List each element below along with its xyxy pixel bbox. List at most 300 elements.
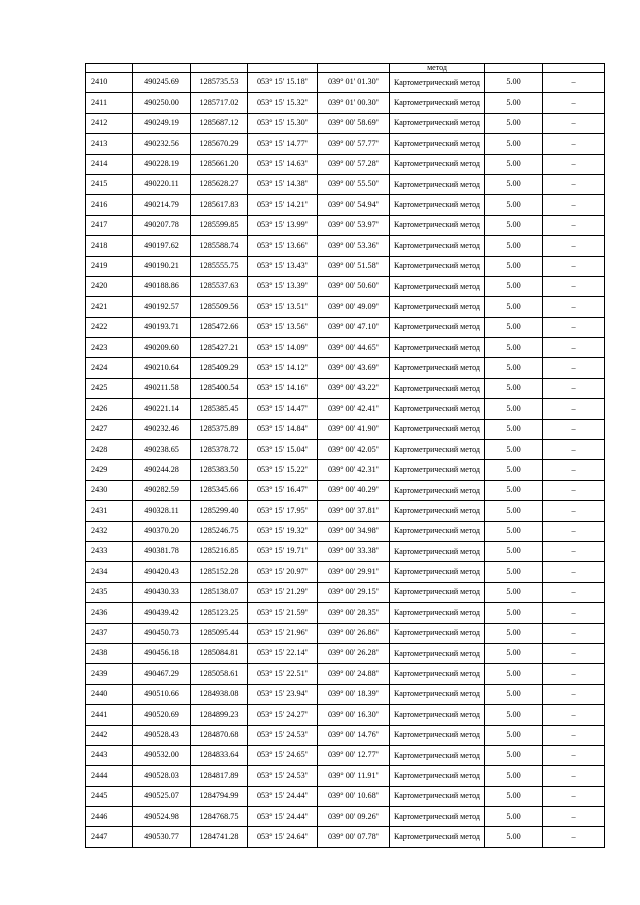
cell-precision: 5.00 xyxy=(485,378,543,398)
cell-x: 490439.42 xyxy=(133,603,191,623)
cell-method: Картометрический метод xyxy=(390,297,485,317)
cell-y: 1285345.66 xyxy=(191,480,248,500)
table-row xyxy=(86,725,605,745)
cell-dash: – xyxy=(543,562,605,582)
cell-y: 1285537.63 xyxy=(191,276,248,296)
table-row xyxy=(86,174,605,194)
cell-x: 490520.69 xyxy=(133,705,191,725)
cell-point-number: 2427 xyxy=(86,419,133,439)
cell-x: 490381.78 xyxy=(133,541,191,561)
table-row xyxy=(86,256,605,276)
cell-x: 490510.66 xyxy=(133,684,191,704)
cell-latitude: 053° 15' 15.32" xyxy=(248,93,318,113)
table-row xyxy=(86,480,605,500)
cell-y: 1285378.72 xyxy=(191,440,248,460)
cell-point-number: 2425 xyxy=(86,378,133,398)
cell-method: Картометрический метод xyxy=(390,134,485,154)
cell-dash: – xyxy=(543,154,605,174)
cell-point-number: 2420 xyxy=(86,276,133,296)
cell-method: Картометрический метод xyxy=(390,603,485,623)
cell-precision: 5.00 xyxy=(485,623,543,643)
cell-x: 490467.29 xyxy=(133,664,191,684)
cell-latitude: 053° 15' 14.12" xyxy=(248,358,318,378)
cell-method: Картометрический метод xyxy=(390,73,485,93)
cell-precision: 5.00 xyxy=(485,215,543,235)
cell-x: 490238.65 xyxy=(133,440,191,460)
table-row xyxy=(86,705,605,725)
cell-x: 490282.59 xyxy=(133,480,191,500)
cell-method: Картометрический метод xyxy=(390,480,485,500)
cell-y: 1285599.85 xyxy=(191,215,248,235)
table-row xyxy=(86,378,605,398)
cell-dash: – xyxy=(543,236,605,256)
cell-longitude: 039° 00' 54.94" xyxy=(318,195,390,215)
cell-dash: – xyxy=(543,358,605,378)
cell-latitude: 053° 15' 14.84" xyxy=(248,419,318,439)
cell-y: 1285555.75 xyxy=(191,256,248,276)
cell-empty xyxy=(191,64,248,73)
cell-y: 1285472.66 xyxy=(191,317,248,337)
cell-point-number: 2415 xyxy=(86,174,133,194)
cell-point-number: 2424 xyxy=(86,358,133,378)
table-row xyxy=(86,195,605,215)
table-row xyxy=(86,643,605,663)
cell-y: 1284768.75 xyxy=(191,807,248,827)
cell-longitude: 039° 00' 09.26" xyxy=(318,807,390,827)
cell-latitude: 053° 15' 19.32" xyxy=(248,521,318,541)
cell-precision: 5.00 xyxy=(485,521,543,541)
cell-dash: – xyxy=(543,807,605,827)
cell-latitude: 053° 15' 14.38" xyxy=(248,174,318,194)
cell-dash: – xyxy=(543,725,605,745)
cell-dash: – xyxy=(543,664,605,684)
cell-y: 1284833.64 xyxy=(191,745,248,765)
cell-x: 490249.19 xyxy=(133,113,191,133)
cell-y: 1285588.74 xyxy=(191,236,248,256)
cell-precision: 5.00 xyxy=(485,705,543,725)
cell-longitude: 039° 00' 42.05" xyxy=(318,440,390,460)
table-row xyxy=(86,807,605,827)
cell-longitude: 039° 00' 44.65" xyxy=(318,338,390,358)
cell-dash: – xyxy=(543,521,605,541)
cell-latitude: 053° 15' 14.77" xyxy=(248,134,318,154)
cell-x: 490210.64 xyxy=(133,358,191,378)
cell-precision: 5.00 xyxy=(485,684,543,704)
cell-y: 1285058.61 xyxy=(191,664,248,684)
cell-longitude: 039° 00' 58.69" xyxy=(318,113,390,133)
cell-method: Картометрический метод xyxy=(390,440,485,460)
cell-dash: – xyxy=(543,460,605,480)
cell-dash: – xyxy=(543,93,605,113)
table-row-continuation xyxy=(86,64,605,73)
table-row xyxy=(86,440,605,460)
table-row xyxy=(86,317,605,337)
cell-method: Картометрический метод xyxy=(390,766,485,786)
cell-x: 490244.28 xyxy=(133,460,191,480)
cell-precision: 5.00 xyxy=(485,745,543,765)
cell-latitude: 053° 15' 14.16" xyxy=(248,378,318,398)
cell-longitude: 039° 00' 47.10" xyxy=(318,317,390,337)
cell-method: Картометрический метод xyxy=(390,684,485,704)
table-row xyxy=(86,297,605,317)
cell-dash: – xyxy=(543,338,605,358)
cell-y: 1285687.12 xyxy=(191,113,248,133)
table-row xyxy=(86,113,605,133)
cell-x: 490221.14 xyxy=(133,399,191,419)
table-row xyxy=(86,766,605,786)
cell-method: Картометрический метод xyxy=(390,705,485,725)
cell-method: Картометрический метод xyxy=(390,399,485,419)
cell-longitude: 039° 00' 57.28" xyxy=(318,154,390,174)
cell-dash: – xyxy=(543,174,605,194)
cell-longitude: 039° 00' 26.28" xyxy=(318,643,390,663)
cell-longitude: 039° 01' 00.30" xyxy=(318,93,390,113)
cell-method: Картометрический метод xyxy=(390,582,485,602)
cell-point-number: 2412 xyxy=(86,113,133,133)
cell-x: 490528.43 xyxy=(133,725,191,745)
cell-point-number: 2428 xyxy=(86,440,133,460)
cell-latitude: 053° 15' 24.64" xyxy=(248,827,318,847)
cell-longitude: 039° 00' 29.91" xyxy=(318,562,390,582)
cell-longitude: 039° 00' 55.50" xyxy=(318,174,390,194)
cell-precision: 5.00 xyxy=(485,317,543,337)
cell-dash: – xyxy=(543,480,605,500)
cell-method: Картометрический метод xyxy=(390,623,485,643)
cell-latitude: 053° 15' 15.30" xyxy=(248,113,318,133)
cell-precision: 5.00 xyxy=(485,358,543,378)
cell-longitude: 039° 00' 29.15" xyxy=(318,582,390,602)
cell-point-number: 2439 xyxy=(86,664,133,684)
cell-x: 490245.69 xyxy=(133,73,191,93)
cell-dash: – xyxy=(543,766,605,786)
cell-method: Картометрический метод xyxy=(390,358,485,378)
cell-method: Картометрический метод xyxy=(390,460,485,480)
table-row xyxy=(86,236,605,256)
cell-x: 490228.19 xyxy=(133,154,191,174)
cell-longitude: 039° 00' 16.30" xyxy=(318,705,390,725)
cell-precision: 5.00 xyxy=(485,174,543,194)
cell-method: Картометрический метод xyxy=(390,807,485,827)
cell-point-number: 2445 xyxy=(86,786,133,806)
cell-dash: – xyxy=(543,643,605,663)
cell-longitude: 039° 00' 18.39" xyxy=(318,684,390,704)
cell-dash: – xyxy=(543,113,605,133)
cell-point-number: 2421 xyxy=(86,297,133,317)
cell-latitude: 053° 15' 22.14" xyxy=(248,643,318,663)
cell-method: Картометрический метод xyxy=(390,541,485,561)
cell-precision: 5.00 xyxy=(485,73,543,93)
cell-point-number: 2414 xyxy=(86,154,133,174)
cell-x: 490524.98 xyxy=(133,807,191,827)
cell-precision: 5.00 xyxy=(485,419,543,439)
cell-point-number: 2434 xyxy=(86,562,133,582)
cell-latitude: 053° 15' 23.94" xyxy=(248,684,318,704)
table-row xyxy=(86,664,605,684)
cell-x: 490528.03 xyxy=(133,766,191,786)
table-row xyxy=(86,276,605,296)
cell-method: Картометрический метод xyxy=(390,317,485,337)
cell-latitude: 053° 15' 14.63" xyxy=(248,154,318,174)
cell-y: 1285509.56 xyxy=(191,297,248,317)
cell-x: 490456.18 xyxy=(133,643,191,663)
cell-x: 490207.78 xyxy=(133,215,191,235)
cell-method: Картометрический метод xyxy=(390,113,485,133)
cell-precision: 5.00 xyxy=(485,807,543,827)
table-row xyxy=(86,154,605,174)
cell-x: 490232.56 xyxy=(133,134,191,154)
cell-latitude: 053° 15' 24.27" xyxy=(248,705,318,725)
cell-x: 490370.20 xyxy=(133,521,191,541)
table-row xyxy=(86,73,605,93)
cell-point-number: 2438 xyxy=(86,643,133,663)
cell-method: Картометрический метод xyxy=(390,786,485,806)
cell-empty xyxy=(543,64,605,73)
cell-latitude: 053° 15' 17.95" xyxy=(248,501,318,521)
cell-precision: 5.00 xyxy=(485,399,543,419)
cell-x: 490532.00 xyxy=(133,745,191,765)
cell-point-number: 2435 xyxy=(86,582,133,602)
cell-y: 1284817.89 xyxy=(191,766,248,786)
cell-latitude: 053° 15' 14.47" xyxy=(248,399,318,419)
cell-latitude: 053° 15' 21.96" xyxy=(248,623,318,643)
cell-x: 490430.33 xyxy=(133,582,191,602)
cell-point-number: 2437 xyxy=(86,623,133,643)
cell-x: 490193.71 xyxy=(133,317,191,337)
cell-y: 1285617.83 xyxy=(191,195,248,215)
cell-precision: 5.00 xyxy=(485,460,543,480)
cell-y: 1285123.25 xyxy=(191,603,248,623)
cell-method: Картометрический метод xyxy=(390,419,485,439)
cell-x: 490530.77 xyxy=(133,827,191,847)
cell-precision: 5.00 xyxy=(485,93,543,113)
cell-y: 1285717.02 xyxy=(191,93,248,113)
cell-precision: 5.00 xyxy=(485,541,543,561)
cell-method: Картометрический метод xyxy=(390,827,485,847)
cell-latitude: 053° 15' 15.18" xyxy=(248,73,318,93)
cell-longitude: 039° 00' 37.81" xyxy=(318,501,390,521)
cell-dash: – xyxy=(543,134,605,154)
cell-longitude: 039° 00' 07.78" xyxy=(318,827,390,847)
cell-point-number: 2433 xyxy=(86,541,133,561)
table-row xyxy=(86,827,605,847)
table-row xyxy=(86,745,605,765)
cell-latitude: 053° 15' 21.59" xyxy=(248,603,318,623)
cell-method: Картометрический метод xyxy=(390,93,485,113)
cell-precision: 5.00 xyxy=(485,236,543,256)
table-row xyxy=(86,582,605,602)
cell-latitude: 053° 15' 13.39" xyxy=(248,276,318,296)
cell-method: Картометрический метод xyxy=(390,664,485,684)
cell-latitude: 053° 15' 22.51" xyxy=(248,664,318,684)
cell-longitude: 039° 00' 42.31" xyxy=(318,460,390,480)
cell-latitude: 053° 15' 15.22" xyxy=(248,460,318,480)
cell-latitude: 053° 15' 24.65" xyxy=(248,745,318,765)
cell-latitude: 053° 15' 24.53" xyxy=(248,725,318,745)
cell-method: Картометрический метод xyxy=(390,745,485,765)
table-row xyxy=(86,134,605,154)
cell-longitude: 039° 01' 01.30" xyxy=(318,73,390,93)
cell-longitude: 039° 00' 33.38" xyxy=(318,541,390,561)
cell-dash: – xyxy=(543,541,605,561)
table-row xyxy=(86,419,605,439)
cell-dash: – xyxy=(543,786,605,806)
cell-longitude: 039° 00' 42.41" xyxy=(318,399,390,419)
cell-point-number: 2447 xyxy=(86,827,133,847)
cell-method: Картометрический метод xyxy=(390,643,485,663)
cell-precision: 5.00 xyxy=(485,338,543,358)
cell-point-number: 2446 xyxy=(86,807,133,827)
cell-precision: 5.00 xyxy=(485,501,543,521)
cell-precision: 5.00 xyxy=(485,582,543,602)
table-row xyxy=(86,623,605,643)
cell-method: Картометрический метод xyxy=(390,562,485,582)
cell-y: 1284899.23 xyxy=(191,705,248,725)
cell-method: Картометрический метод xyxy=(390,338,485,358)
cell-point-number: 2417 xyxy=(86,215,133,235)
cell-method: Картометрический метод xyxy=(390,378,485,398)
cell-latitude: 053° 15' 13.56" xyxy=(248,317,318,337)
cell-y: 1285299.40 xyxy=(191,501,248,521)
cell-point-number: 2411 xyxy=(86,93,133,113)
cell-point-number: 2410 xyxy=(86,73,133,93)
cell-point-number: 2419 xyxy=(86,256,133,276)
cell-latitude: 053° 15' 21.29" xyxy=(248,582,318,602)
cell-dash: – xyxy=(543,684,605,704)
cell-latitude: 053° 15' 14.21" xyxy=(248,195,318,215)
cell-y: 1285375.89 xyxy=(191,419,248,439)
cell-x: 490450.73 xyxy=(133,623,191,643)
cell-dash: – xyxy=(543,603,605,623)
coordinates-table xyxy=(85,63,605,848)
cell-y: 1285409.29 xyxy=(191,358,248,378)
cell-precision: 5.00 xyxy=(485,297,543,317)
cell-method: Картометрический метод xyxy=(390,174,485,194)
cell-y: 1285385.45 xyxy=(191,399,248,419)
cell-point-number: 2426 xyxy=(86,399,133,419)
cell-dash: – xyxy=(543,440,605,460)
cell-precision: 5.00 xyxy=(485,154,543,174)
cell-point-number: 2440 xyxy=(86,684,133,704)
cell-y: 1285084.81 xyxy=(191,643,248,663)
cell-precision: 5.00 xyxy=(485,134,543,154)
table-body xyxy=(86,64,605,848)
cell-dash: – xyxy=(543,256,605,276)
cell-precision: 5.00 xyxy=(485,562,543,582)
cell-dash: – xyxy=(543,399,605,419)
cell-point-number: 2422 xyxy=(86,317,133,337)
cell-latitude: 053° 15' 13.43" xyxy=(248,256,318,276)
cell-latitude: 053° 15' 24.44" xyxy=(248,807,318,827)
table-row xyxy=(86,215,605,235)
cell-longitude: 039° 00' 57.77" xyxy=(318,134,390,154)
cell-y: 1284794.99 xyxy=(191,786,248,806)
cell-dash: – xyxy=(543,73,605,93)
cell-longitude: 039° 00' 49.09" xyxy=(318,297,390,317)
table-row xyxy=(86,93,605,113)
cell-x: 490192.57 xyxy=(133,297,191,317)
cell-dash: – xyxy=(543,317,605,337)
cell-longitude: 039° 00' 41.90" xyxy=(318,419,390,439)
cell-dash: – xyxy=(543,276,605,296)
cell-precision: 5.00 xyxy=(485,480,543,500)
cell-point-number: 2413 xyxy=(86,134,133,154)
cell-latitude: 053° 15' 13.99" xyxy=(248,215,318,235)
cell-longitude: 039° 00' 50.60" xyxy=(318,276,390,296)
table-row xyxy=(86,338,605,358)
cell-y: 1285427.21 xyxy=(191,338,248,358)
cell-latitude: 053° 15' 24.53" xyxy=(248,766,318,786)
cell-precision: 5.00 xyxy=(485,766,543,786)
table-row xyxy=(86,684,605,704)
cell-x: 490188.86 xyxy=(133,276,191,296)
cell-latitude: 053° 15' 13.51" xyxy=(248,297,318,317)
cell-x: 490211.58 xyxy=(133,378,191,398)
cell-longitude: 039° 00' 24.88" xyxy=(318,664,390,684)
cell-point-number: 2423 xyxy=(86,338,133,358)
cell-y: 1285246.75 xyxy=(191,521,248,541)
cell-latitude: 053° 15' 20.97" xyxy=(248,562,318,582)
table-row xyxy=(86,358,605,378)
cell-method: Картометрический метод xyxy=(390,501,485,521)
cell-empty xyxy=(86,64,133,73)
cell-point-number: 2436 xyxy=(86,603,133,623)
cell-latitude: 053° 15' 16.47" xyxy=(248,480,318,500)
cell-y: 1285670.29 xyxy=(191,134,248,154)
cell-method: Картометрический метод xyxy=(390,521,485,541)
cell-dash: – xyxy=(543,501,605,521)
cell-y: 1285628.27 xyxy=(191,174,248,194)
cell-precision: 5.00 xyxy=(485,664,543,684)
cell-x: 490209.60 xyxy=(133,338,191,358)
cell-method-fragment: метод xyxy=(390,64,485,73)
cell-precision: 5.00 xyxy=(485,113,543,133)
cell-x: 490220.11 xyxy=(133,174,191,194)
cell-x: 490232.46 xyxy=(133,419,191,439)
cell-longitude: 039° 00' 26.86" xyxy=(318,623,390,643)
cell-y: 1285095.44 xyxy=(191,623,248,643)
table-row xyxy=(86,786,605,806)
cell-dash: – xyxy=(543,419,605,439)
cell-point-number: 2442 xyxy=(86,725,133,745)
cell-longitude: 039° 00' 40.29" xyxy=(318,480,390,500)
cell-y: 1285152.28 xyxy=(191,562,248,582)
cell-dash: – xyxy=(543,195,605,215)
cell-point-number: 2429 xyxy=(86,460,133,480)
cell-x: 490420.43 xyxy=(133,562,191,582)
cell-y: 1284870.68 xyxy=(191,725,248,745)
cell-method: Картометрический метод xyxy=(390,256,485,276)
cell-latitude: 053° 15' 19.71" xyxy=(248,541,318,561)
cell-longitude: 039° 00' 43.69" xyxy=(318,358,390,378)
cell-method: Картометрический метод xyxy=(390,725,485,745)
cell-latitude: 053° 15' 13.66" xyxy=(248,236,318,256)
cell-empty xyxy=(485,64,543,73)
cell-x: 490250.00 xyxy=(133,93,191,113)
table-row xyxy=(86,460,605,480)
cell-longitude: 039° 00' 51.58" xyxy=(318,256,390,276)
cell-point-number: 2430 xyxy=(86,480,133,500)
cell-point-number: 2418 xyxy=(86,236,133,256)
cell-longitude: 039° 00' 11.91" xyxy=(318,766,390,786)
cell-longitude: 039° 00' 43.22" xyxy=(318,378,390,398)
cell-point-number: 2432 xyxy=(86,521,133,541)
cell-dash: – xyxy=(543,745,605,765)
cell-dash: – xyxy=(543,582,605,602)
cell-x: 490328.11 xyxy=(133,501,191,521)
cell-point-number: 2444 xyxy=(86,766,133,786)
cell-longitude: 039° 00' 12.77" xyxy=(318,745,390,765)
cell-precision: 5.00 xyxy=(485,643,543,663)
